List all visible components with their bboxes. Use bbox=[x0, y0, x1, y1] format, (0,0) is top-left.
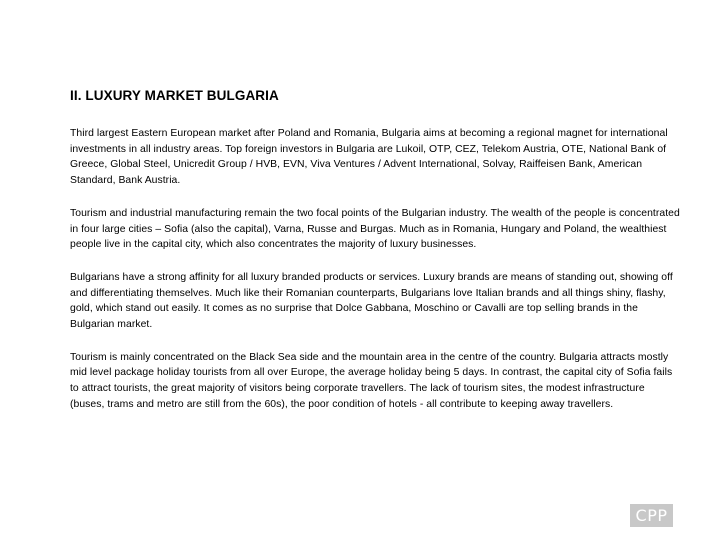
slide-content bbox=[70, 87, 680, 430]
slide-title: II. LUXURY MARKET BULGARIA bbox=[70, 88, 279, 103]
paragraph-luxury-brands: Bulgarians have a strong affinity for all luxury branded products or services. Luxury brands are means of standing out, showing off and differentiating themselves. Much like their Romanian counterparts, Bulgarians love Italian brands and all things shiny, flashy, gold, which stand out easily. It comes as no surprise that Dolce Gabbana, Moschino or Cavalli are top selling brands in the Bulgarian market. bbox=[70, 271, 673, 331]
paragraph-industry-wealth: Tourism and industrial manufacturing remain the two focal points of the Bulgarian industry. The wealth of the people is concentrated in four large cities – Sofia (also the capital), Varna, Russe and Burgas. Much as in Romania, Hungary and Poland, the wealthiest people live in the capital city, which also concentrates the majority of luxury businesses. bbox=[70, 207, 680, 251]
cpp-logo: CPP bbox=[630, 504, 673, 527]
paragraph-market-overview: Third largest Eastern European market after Poland and Romania, Bulgaria aims at becoming a regional magnet for international investments in all industry areas. Top foreign investors in Bulgaria are Lukoil, OTP, CEZ, Telekom Austria, OTE, National Bank of Greece, Global Steel, Unicredit Group / HVB, EVN, Viva Ventures / Advent International, Solvay, Raiffeisen Bank, American Standard, Bank Austria. bbox=[70, 128, 668, 187]
paragraph-tourism: Tourism is mainly concentrated on the Black Sea side and the mountain area in the centre of the country. Bulgaria attracts mostly mid level package holiday tourists from all over Europe, the average holiday being 5 days. In contrast, the capital city of Sofia fails to attract tourists, the great majority of visitors being corporate travellers. The lack of tourism sites, the modest infrastructure (buses, trams and metro are still from the 60s), the poor condition of hotels - all contribute to keeping away travellers. bbox=[70, 351, 673, 410]
